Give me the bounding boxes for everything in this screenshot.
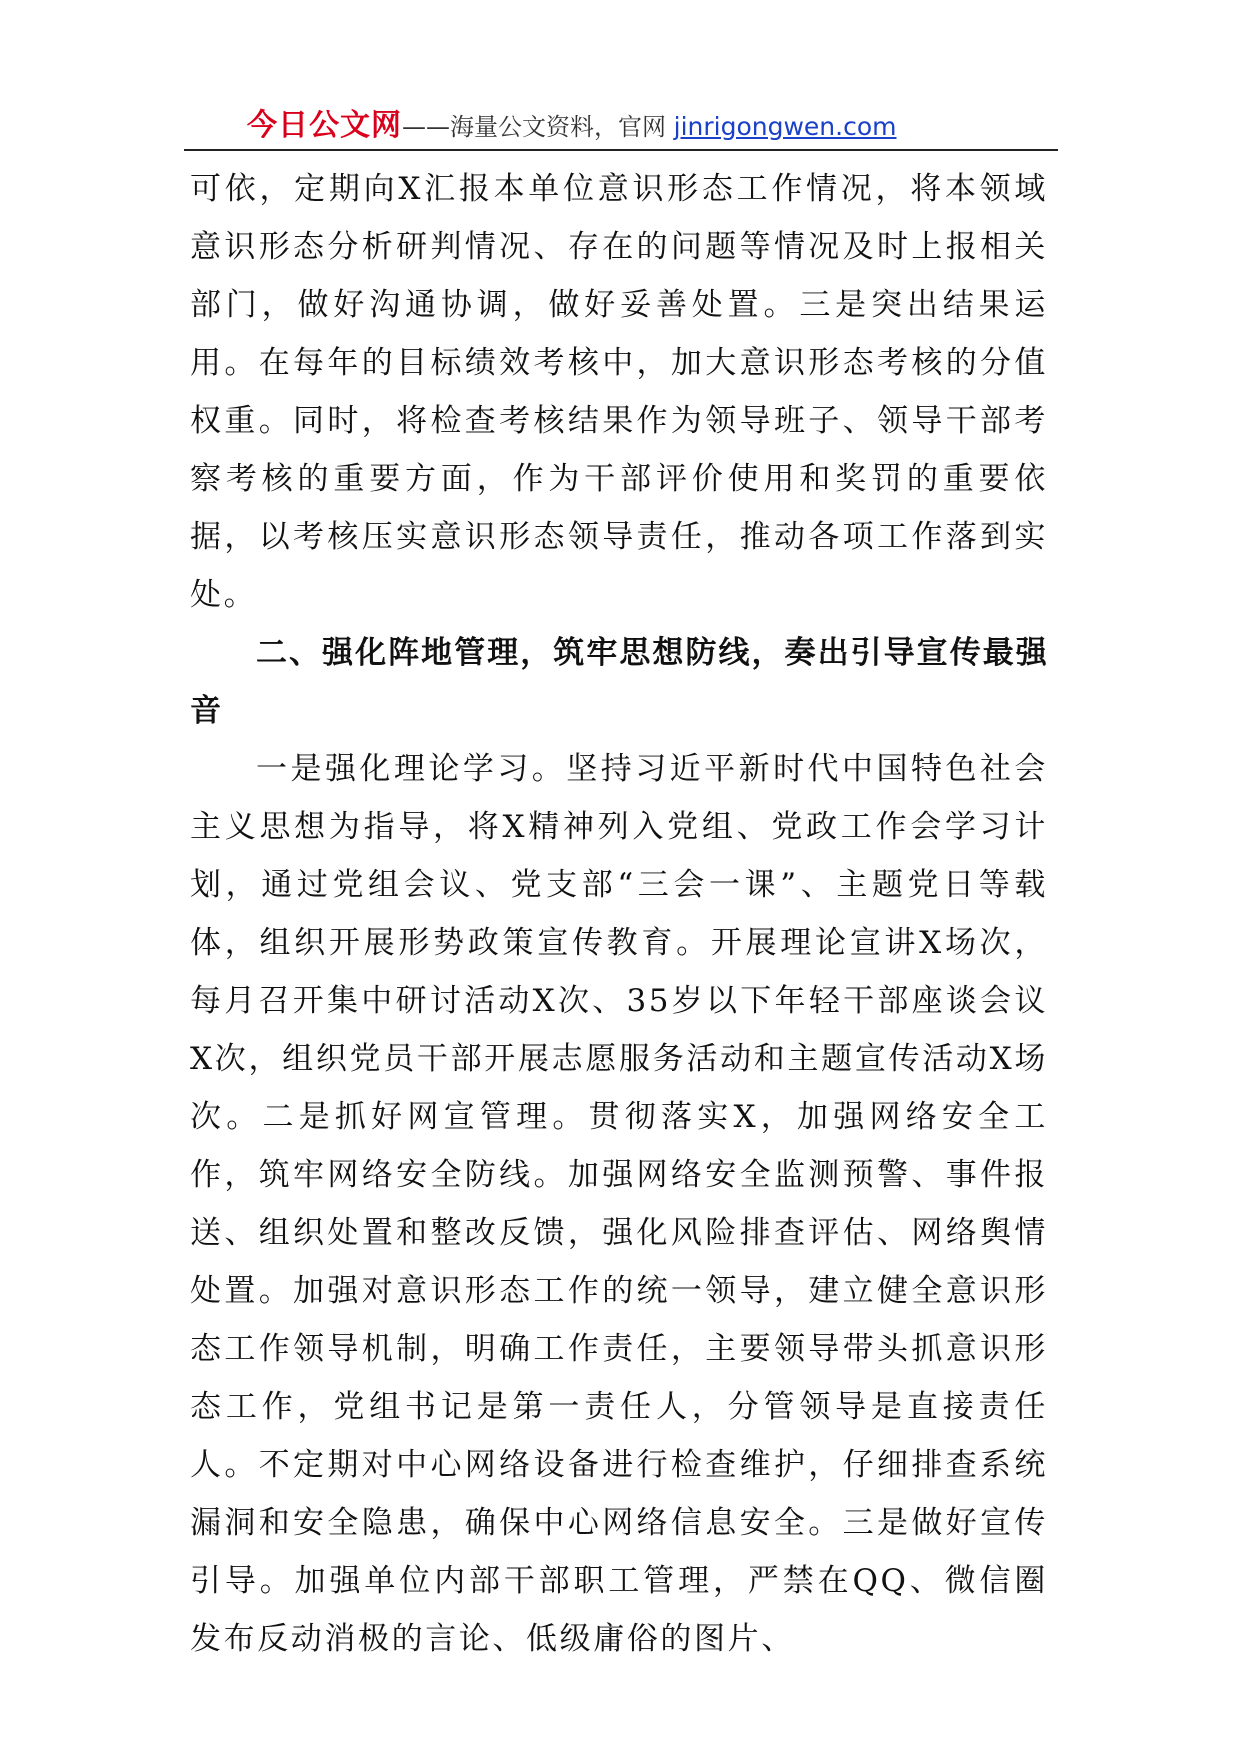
header-divider	[184, 149, 1058, 151]
section-paragraph: 一是强化理论学习。坚持习近平新时代中国特色社会主义思想为指导，将X精神列入党组、党政工作会学习计划，通过党组会议、党支部“三会一课”、主题党日等载体，组织开展形势政策宣传教育。开展理论宣讲X场次，每月召开集中研讨活动X次、35岁以下年轻干部座谈会议X次，组织党员干部开展志愿服务活动和主题宣传活动X场次。二是抓好网宣管理。贯彻落实X，加强网络安全工作，筑牢网络安全防线。加强网络安全监测预警、事件报送、组织处置和整改反馈，强化风险排查评估、网络舆情处置。加强对意识形态工作的统一领导，建立健全意识形态工作领导机制，明确工作责任，主要领导带头抓意识形态工作，党组书记是第一责任人，分管领导是直接责任人。不定期对中心网络设备进行检查维护，仔细排查系统漏洞和安全隐患，确保中心网络信息安全。三是做好宣传引导。加强单位内部干部职工管理，严禁在QQ、微信圈发布反动消极的言论、低级庸俗的图片、	[190, 751, 1048, 1657]
site-brand: 今日公文网	[247, 108, 402, 143]
page-header	[247, 106, 897, 146]
site-tagline: ——海量公文资料，官网	[402, 113, 674, 141]
section-heading: 二、强化阵地管理，筑牢思想防线，奏出引导宣传最强音	[190, 635, 1048, 729]
continuation-paragraph: 可依，定期向X汇报本单位意识形态工作情况，将本领域意识形态分析研判情况、存在的问题等情况及时上报相关部门，做好沟通协调，做好妥善处置。三是突出结果运用。在每年的目标绩效考核中，加大意识形态考核的分值权重。同时，将检查考核结果作为领导班子、领导干部考察考核的重要方面，作为干部评价使用和奖罚的重要依据，以考核压实意识形态领导责任，推动各项工作落到实处。	[190, 171, 1048, 613]
site-url-link[interactable]: jinrigongwen.com	[673, 112, 897, 141]
document-body	[190, 160, 1048, 1668]
